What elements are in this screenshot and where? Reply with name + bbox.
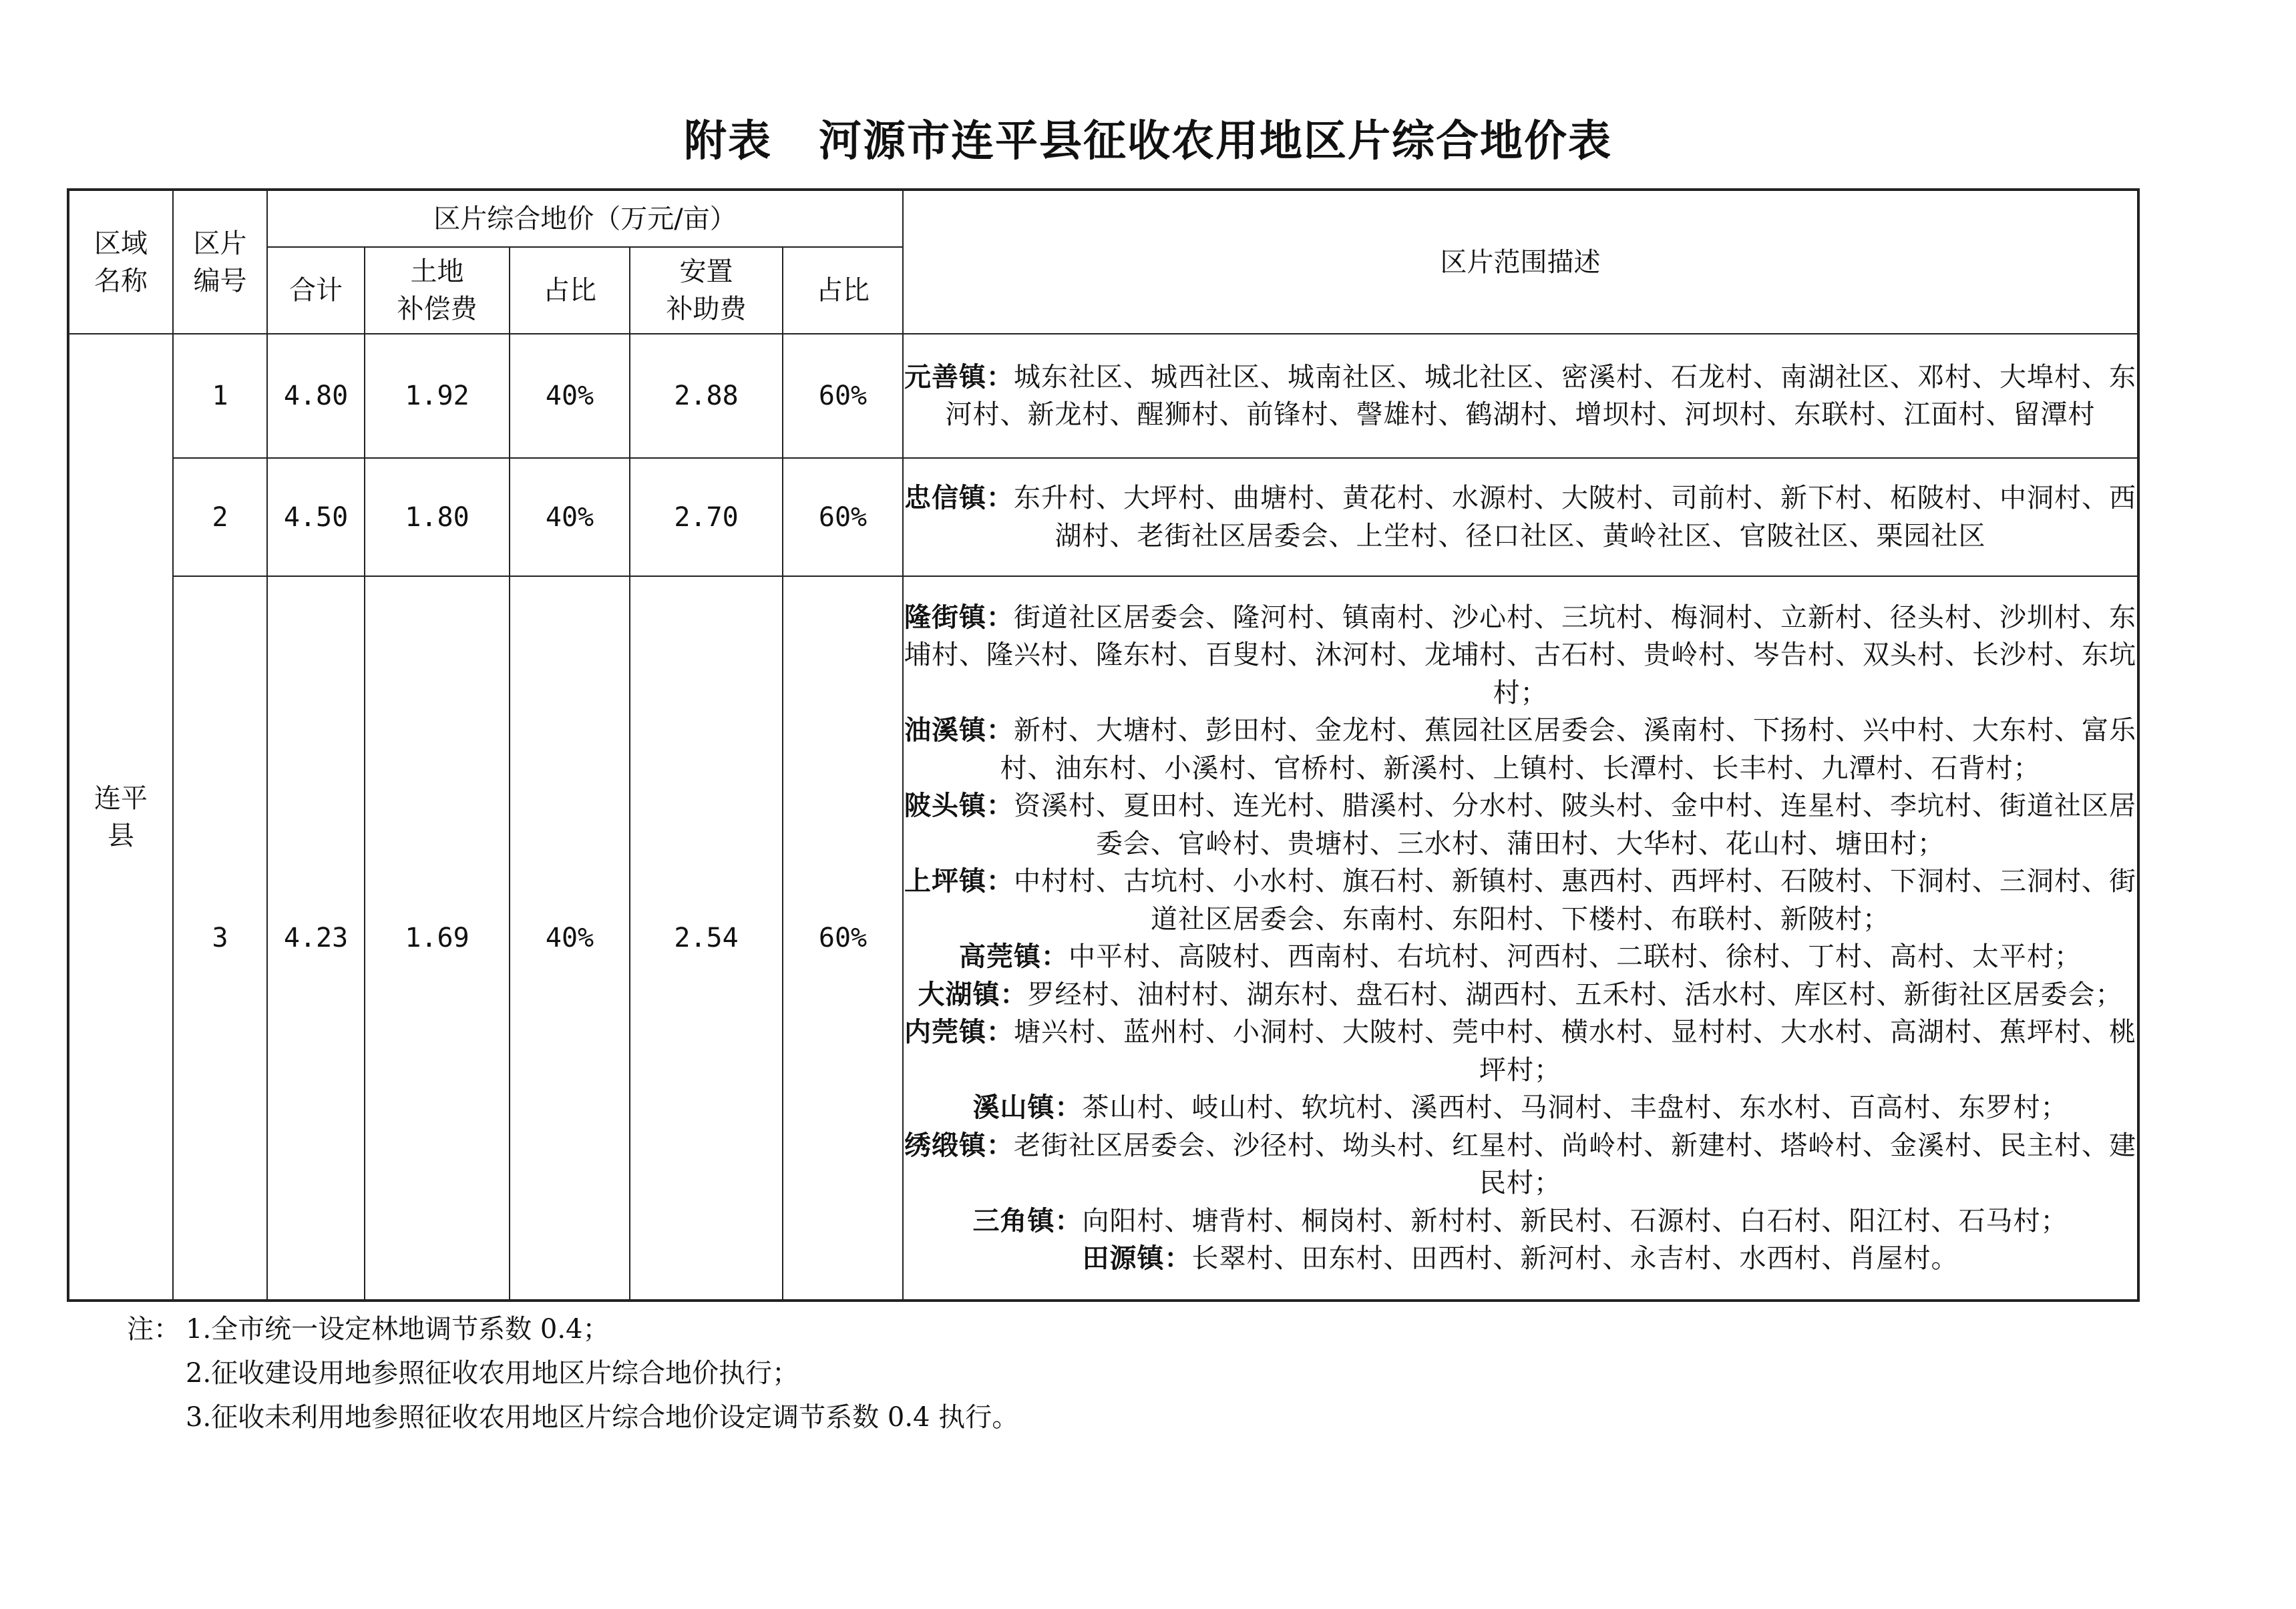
header-desc: 区片范围描述	[903, 190, 2138, 334]
town-entry: 忠信镇：东升村、大坪村、曲塘村、黄花村、水源村、大陂村、司前村、新下村、柘陂村、中洞村、西湖村、老街社区居委会、上坣村、径口社区、黄岭社区、官陂社区、栗园社区	[904, 483, 2137, 551]
zone-no: 1	[173, 334, 267, 458]
header-land-comp: 土地 补偿费	[365, 247, 510, 334]
town-entry: 上坪镇：中村村、古坑村、小水村、旗石村、新镇村、惠西村、西坪村、石陂村、下洞村、三洞村、街道社区居委会、东南村、东阳村、下楼村、布联村、新陂村；	[904, 866, 2137, 935]
ratio1-value: 40%	[510, 458, 630, 576]
resettle-price: 2.54	[630, 576, 783, 1301]
land-comp-price: 1.92	[365, 334, 510, 458]
town-entry: 三角镇：向阳村、塘背村、桐岗村、新村村、新民村、石源村、白石村、阳江村、石马村；	[972, 1205, 2068, 1236]
header-resettle: 安置 补助费	[630, 247, 783, 334]
table-row	[68, 576, 2138, 1301]
note-item: 2.征收建设用地参照征收农用地区片综合地价执行；	[186, 1358, 799, 1389]
land-comp-price: 1.80	[365, 458, 510, 576]
ratio1-value: 40%	[510, 334, 630, 458]
footnotes	[127, 1307, 1018, 1439]
note-item: 3.征收未利用地参照征收农用地区片综合地价设定调节系数 0.4 执行。	[186, 1402, 1019, 1433]
notes-label: 注：	[127, 1314, 180, 1345]
header-total: 合计	[267, 247, 365, 334]
town-entry: 元善镇：城东社区、城西社区、城南社区、城北社区、密溪村、石龙村、南湖社区、邓村、大埠村、东河村、新龙村、醒狮村、前锋村、謦雄村、鹤湖村、增坝村、河坝村、东联村、江面村、留潭村	[904, 361, 2137, 430]
town-entry: 田源镇：长翠村、田东村、田西村、新河村、永吉村、水西村、肖屋村。	[1082, 1243, 1959, 1274]
region-name-cell: 连平 县	[68, 334, 173, 1301]
zone-no: 2	[173, 458, 267, 576]
zone-desc	[903, 334, 2138, 458]
town-entry: 溪山镇：茶山村、岐山村、软坑村、溪西村、马洞村、丰盘村、东水村、百高村、东罗村；	[972, 1092, 2068, 1123]
ratio2-value: 60%	[783, 334, 903, 458]
header-region: 区域 名称	[68, 190, 173, 334]
resettle-price: 2.88	[630, 334, 783, 458]
zone-desc	[903, 576, 2138, 1301]
town-entry: 隆街镇：街道社区居委会、隆河村、镇南村、沙心村、三坑村、梅洞村、立新村、径头村、沙圳村、东埔村、隆兴村、隆东村、百叟村、沐河村、龙埔村、古石村、贵岭村、岑告村、双头村、长沙村、东坑村；	[904, 602, 2137, 708]
zone-no: 3	[173, 576, 267, 1301]
town-entry: 内莞镇：塘兴村、蓝州村、小洞村、大陂村、莞中村、横水村、显村村、大水村、高湖村、蕉坪村、桃坪村；	[904, 1017, 2137, 1086]
town-entry: 绣缎镇：老街社区居委会、沙径村、坳头村、红星村、尚岭村、新建村、塔岭村、金溪村、民主村、建民村；	[904, 1130, 2137, 1198]
header-ratio1: 占比	[510, 247, 630, 334]
ratio1-value: 40%	[510, 576, 630, 1301]
header-price-group: 区片综合地价（万元/亩）	[267, 190, 903, 247]
ratio2-value: 60%	[783, 458, 903, 576]
land-price-table	[67, 188, 2140, 1302]
title-main: 河源市连平县征收农用地区片综合地价表	[819, 117, 1612, 166]
town-entry: 油溪镇：新村、大塘村、彭田村、金龙村、蕉园社区居委会、溪南村、下扬村、兴中村、大东村、富乐村、油东村、小溪村、官桥村、新溪村、上镇村、长潭村、长丰村、九潭村、石背村；	[904, 715, 2137, 784]
town-entry: 陂头镇：资溪村、夏田村、连光村、腊溪村、分水村、陂头村、金中村、连星村、李坑村、街道社区居委会、官岭村、贵塘村、三水村、蒲田村、大华村、花山村、塘田村；	[904, 790, 2137, 859]
resettle-price: 2.70	[630, 458, 783, 576]
ratio2-value: 60%	[783, 576, 903, 1301]
header-ratio2: 占比	[783, 247, 903, 334]
table-row	[68, 458, 2138, 576]
header-zone-no: 区片 编号	[173, 190, 267, 334]
total-price: 4.50	[267, 458, 365, 576]
town-entry: 高莞镇：中平村、高陂村、西南村、右坑村、河西村、二联村、徐村、丁村、高村、太平村；	[959, 941, 2082, 972]
table-row	[68, 334, 2138, 458]
page-title	[0, 107, 2296, 168]
zone-desc	[903, 458, 2138, 576]
land-comp-price: 1.69	[365, 576, 510, 1301]
title-prefix: 附表	[684, 117, 772, 166]
note-item: 1.全市统一设定林地调节系数 0.4；	[186, 1314, 610, 1345]
town-entry: 大湖镇：罗经村、油村村、湖东村、盘石村、湖西村、五禾村、活水村、库区村、新街社区居委会；	[918, 979, 2123, 1010]
total-price: 4.23	[267, 576, 365, 1301]
total-price: 4.80	[267, 334, 365, 458]
